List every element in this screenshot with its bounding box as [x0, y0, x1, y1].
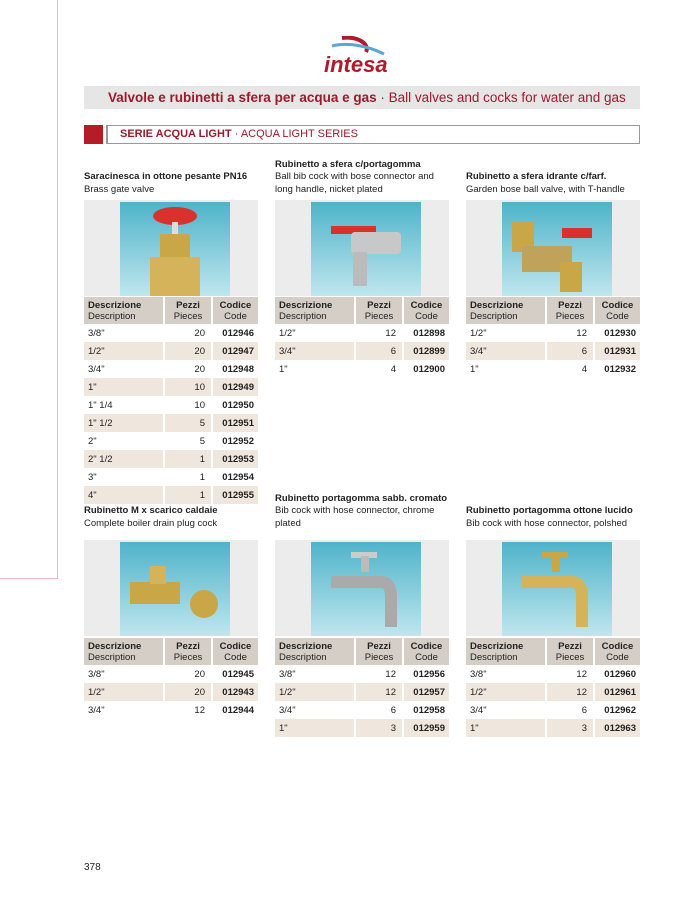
size-cell: 3/4" [84, 360, 164, 378]
garden-ball-valve-photo [502, 202, 612, 296]
code-cell: 012958 [413, 704, 445, 716]
table-row [275, 701, 449, 719]
pieces-cell: 5 [164, 432, 212, 450]
code-cell: 012944 [222, 704, 254, 716]
table-row [84, 414, 258, 432]
table-row [84, 378, 258, 396]
product-description: Complete boiler drain plug cock [84, 517, 218, 529]
code-cell: 012931 [594, 342, 640, 360]
product-description: Garden bose ball valve, with T-handle [466, 183, 625, 195]
pieces-cell: 3 [546, 719, 594, 737]
pieces-cell: 4 [355, 360, 403, 378]
code-cell: 012900 [413, 363, 445, 375]
table-header: Descrizione Description Pezzi Pieces Codice Code [275, 297, 449, 324]
header-desc: Descrizione [470, 299, 524, 311]
table-header: Descrizione Description Pezzi Pieces Codice Code [466, 638, 640, 665]
product-image [84, 200, 258, 296]
pieces-cell: 6 [546, 342, 594, 360]
pieces-cell: 4 [546, 360, 594, 378]
size-cell: 3/8" [84, 665, 164, 683]
product-image [275, 200, 449, 296]
table-row [275, 324, 449, 342]
table-row [275, 719, 449, 737]
code-cell: 012963 [594, 719, 640, 737]
pieces-cell: 10 [164, 396, 212, 414]
size-cell: 1/2" [466, 324, 546, 342]
pieces-cell: 6 [355, 701, 403, 719]
table-row [466, 324, 640, 342]
code-cell: 012898 [413, 327, 445, 339]
size-cell: 4" [84, 486, 164, 504]
header-code: Codice [601, 640, 634, 652]
size-cell: 3/8" [84, 324, 164, 342]
size-cell: 1" [275, 719, 355, 737]
table-header: Descrizione Description Pezzi Pieces Codice Code [84, 297, 258, 324]
table-header: Descrizione Description Pezzi Pieces Codice Code [84, 638, 258, 665]
header-pieces: Pezzi [176, 299, 200, 311]
pieces-cell: 12 [546, 324, 594, 342]
margin-line [0, 578, 58, 579]
size-cell: 1" [275, 360, 355, 378]
intesa-logo: intesa [318, 36, 404, 84]
pieces-cell: 12 [355, 683, 403, 701]
code-cell: 012960 [604, 668, 636, 680]
table-row [84, 432, 258, 450]
table-row [275, 683, 449, 701]
size-cell: 3/4" [84, 701, 164, 719]
pieces-cell: 20 [164, 665, 212, 683]
pieces-cell: 10 [164, 378, 212, 396]
product-name: Rubinetto portagomma ottone lucido [466, 505, 633, 516]
pieces-cell: 5 [164, 414, 212, 432]
pieces-cell: 12 [164, 701, 212, 719]
table-row [466, 701, 640, 719]
pieces-cell: 1 [164, 468, 212, 486]
table-row [466, 342, 640, 360]
header-desc: Descrizione [88, 640, 142, 652]
size-cell: 1" 1/2 [84, 414, 164, 432]
series-marker [84, 125, 103, 144]
header-code: Codice [219, 299, 252, 311]
product-image [84, 540, 258, 636]
product-table [275, 638, 449, 737]
code-cell: 012956 [413, 668, 445, 680]
size-cell: 1" 1/4 [84, 396, 164, 414]
size-cell: 3/8" [275, 665, 355, 683]
code-cell: 012943 [212, 683, 258, 701]
product-table [275, 297, 449, 378]
header-code: Codice [410, 299, 443, 311]
table-row [84, 486, 258, 504]
product-title [84, 505, 274, 530]
pieces-cell: 20 [164, 324, 212, 342]
code-cell: 012955 [212, 486, 258, 504]
product-description: Bib cock with hose connector, polshed [466, 517, 628, 529]
product-table [84, 297, 258, 504]
header-pieces: Pezzi [558, 299, 582, 311]
code-cell: 012932 [604, 363, 636, 375]
header-desc: Descrizione [279, 640, 333, 652]
header-code: Codice [219, 640, 252, 652]
size-cell: 1" [466, 719, 546, 737]
table-row [84, 396, 258, 414]
series-title: SERIE ACQUA LIGHT · ACQUA LIGHT SERIES [106, 125, 640, 144]
size-cell: 1/2" [84, 342, 164, 360]
margin-line [57, 0, 58, 578]
header-pieces: Pezzi [176, 640, 200, 652]
pieces-cell: 6 [546, 701, 594, 719]
pieces-cell: 6 [355, 342, 403, 360]
product-description: Brass gate valve [84, 183, 155, 195]
size-cell: 2" [84, 432, 164, 450]
size-cell: 1" [466, 360, 546, 378]
pieces-cell: 20 [164, 342, 212, 360]
product-description: Ball bib cock with bose connector and [275, 171, 434, 182]
table-row [466, 683, 640, 701]
product-title [275, 159, 465, 197]
size-cell: 3" [84, 468, 164, 486]
product-table [84, 638, 258, 719]
pieces-cell: 12 [355, 665, 403, 683]
code-cell: 012899 [403, 342, 449, 360]
product-name: Rubinetto a sfera idrante c/farf. [466, 171, 607, 182]
header-pieces: Pezzi [367, 299, 391, 311]
table-row [466, 665, 640, 683]
header-code: Codice [601, 299, 634, 311]
code-cell: 012945 [222, 668, 254, 680]
product-title [275, 493, 465, 531]
table-header: Descrizione Description Pezzi Pieces Codice Code [466, 297, 640, 324]
size-cell: 3/4" [275, 342, 355, 360]
pieces-cell: 12 [355, 324, 403, 342]
product-image [275, 540, 449, 636]
pieces-cell: 1 [164, 450, 212, 468]
pieces-cell: 20 [164, 360, 212, 378]
table-row [84, 665, 258, 683]
size-cell: 2" 1/2 [84, 450, 164, 468]
table-row [84, 324, 258, 342]
code-cell: 012961 [594, 683, 640, 701]
table-header: Descrizione Description Pezzi Pieces Codice Code [275, 638, 449, 665]
pieces-cell: 12 [546, 665, 594, 683]
chrome-bib-cock-photo [311, 542, 421, 636]
code-cell: 012962 [604, 704, 636, 716]
code-cell: 012949 [212, 378, 258, 396]
code-cell: 012946 [222, 327, 254, 339]
code-cell: 012950 [222, 399, 254, 411]
product-description: long handle, nicket plated [275, 183, 383, 195]
product-title [466, 171, 656, 196]
code-cell: 012951 [212, 414, 258, 432]
pieces-cell: 12 [546, 683, 594, 701]
header-desc: Descrizione [470, 640, 524, 652]
brass-bib-cock-photo [502, 542, 612, 636]
size-cell: 3/4" [466, 701, 546, 719]
size-cell: 3/8" [466, 665, 546, 683]
code-cell: 012952 [222, 435, 254, 447]
table-row [275, 665, 449, 683]
header-pieces: Pezzi [558, 640, 582, 652]
table-row [84, 701, 258, 719]
product-title [84, 171, 274, 196]
table-row [275, 342, 449, 360]
product-description: Bib cock with hose connector, chrome [275, 505, 435, 516]
product-name: Rubinetto a sfera c/portagomma [275, 158, 421, 170]
product-table [466, 638, 640, 737]
header-desc: Descrizione [88, 299, 142, 311]
pieces-cell: 20 [164, 683, 212, 701]
size-cell: 1/2" [466, 683, 546, 701]
product-description: plated [275, 517, 301, 529]
pieces-cell: 1 [164, 486, 212, 504]
product-name: Saracinesca in ottone pesante PN16 [84, 171, 248, 182]
size-cell: 1/2" [275, 683, 355, 701]
header-desc: Descrizione [279, 299, 333, 311]
code-cell: 012948 [222, 363, 254, 375]
table-row [275, 360, 449, 378]
product-image [466, 540, 640, 636]
pieces-cell: 3 [355, 719, 403, 737]
page-title: Valvole e rubinetti a sfera per acqua e gas · Ball valves and cocks for water and gas [84, 86, 640, 109]
ball-bib-cock-photo [311, 202, 421, 296]
size-cell: 1/2" [84, 683, 164, 701]
code-cell: 012954 [222, 471, 254, 483]
header-code: Codice [410, 640, 443, 652]
page-number: 378 [84, 862, 101, 873]
code-cell: 012957 [403, 683, 449, 701]
product-name: Rubinetto portagomma sabb. cromato [275, 492, 448, 504]
code-cell: 012953 [212, 450, 258, 468]
header-pieces: Pezzi [367, 640, 391, 652]
size-cell: 3/4" [275, 701, 355, 719]
product-table [466, 297, 640, 378]
table-row [84, 683, 258, 701]
boiler-drain-cock-photo [120, 542, 230, 636]
product-title [466, 505, 656, 530]
table-row [84, 468, 258, 486]
code-cell: 012947 [212, 342, 258, 360]
product-name: Rubinetto M x scarico caldaie [84, 505, 218, 516]
table-row [466, 719, 640, 737]
size-cell: 3/4" [466, 342, 546, 360]
table-row [84, 342, 258, 360]
table-row [84, 450, 258, 468]
table-row [466, 360, 640, 378]
size-cell: 1" [84, 378, 164, 396]
size-cell: 1/2" [275, 324, 355, 342]
brass-gate-valve-photo [120, 202, 230, 296]
code-cell: 012930 [604, 327, 636, 339]
product-image [466, 200, 640, 296]
table-row [84, 360, 258, 378]
code-cell: 012959 [403, 719, 449, 737]
